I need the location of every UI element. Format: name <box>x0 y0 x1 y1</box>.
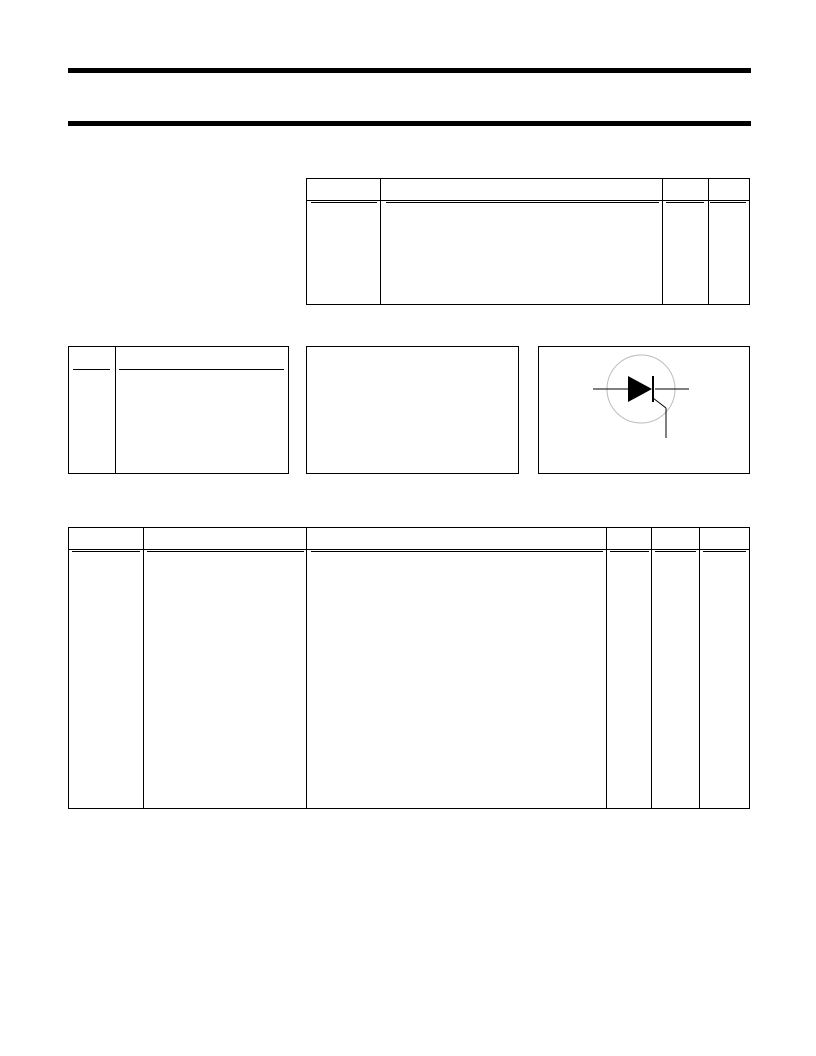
header-rule-bottom <box>68 121 751 126</box>
pinning-table <box>68 346 289 474</box>
thyristor-symbol-icon <box>538 346 750 474</box>
header-rule-top <box>68 68 751 73</box>
pin-configuration-box <box>306 346 519 474</box>
limiting-values-table <box>68 527 750 809</box>
quick-reference-table <box>306 178 750 305</box>
